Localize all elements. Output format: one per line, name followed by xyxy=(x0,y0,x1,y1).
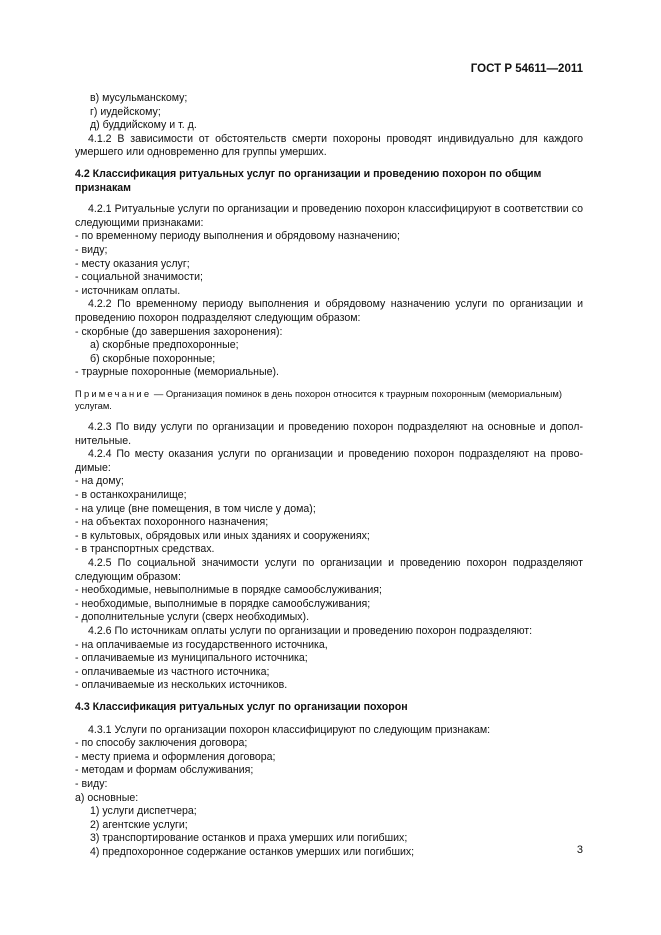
line-text: - социальной значимости; xyxy=(75,271,203,284)
line-text: - источникам оплаты. xyxy=(75,284,181,297)
list-item xyxy=(75,819,583,833)
list-item xyxy=(75,543,583,557)
line-text: - скорбные (до завершения захоронения): xyxy=(75,325,283,338)
line-text: 4.1.2 В зависимости от обстоятельств смерти похороны проводят индивидуально для каждого умершего или одновременно для группы умерших. xyxy=(75,132,583,159)
line-text: 2) агентские услуги; xyxy=(90,818,188,831)
note-paragraph xyxy=(75,388,583,413)
list-item xyxy=(75,832,583,846)
list-item xyxy=(75,271,583,285)
document-body xyxy=(75,92,583,859)
line-text: в) мусульманскому; xyxy=(90,92,188,104)
line-text: 3) транспортирование останков и праха умерших или погибших; xyxy=(90,832,408,845)
list-item xyxy=(75,503,583,517)
list-item xyxy=(75,92,583,106)
line-text: - оплачиваемые из частного источника; xyxy=(75,665,270,678)
clause-paragraph xyxy=(75,203,583,230)
line-text: 4.2.1 Ритуальные услуги по организации и проведению похорон классифицируют в соответствии со следующими признаками: xyxy=(75,203,583,229)
list-item xyxy=(75,119,583,133)
line-text: - необходимые, выполнимые в порядке самообслуживания; xyxy=(75,597,371,610)
line-text: - месту приема и оформления договора; xyxy=(75,750,276,763)
line-text: — Организация поминок в день похорон относится к траурным похоронным (мемориальным) услугам. xyxy=(75,387,562,412)
section-heading xyxy=(75,701,583,715)
line-text: д) буддийскому и т. д. xyxy=(90,119,197,132)
clause-paragraph xyxy=(75,557,583,584)
line-text: - в транспортных средствах. xyxy=(75,543,215,556)
list-item xyxy=(75,353,583,367)
note-label: Примечание xyxy=(75,387,152,399)
line-text: г) иудейскому; xyxy=(90,105,161,118)
list-item xyxy=(75,475,583,489)
line-text: - в культовых, обрядовых или иных зданиях и сооружениях; xyxy=(75,529,370,542)
clause-paragraph xyxy=(75,421,583,448)
list-item xyxy=(75,846,583,860)
list-item xyxy=(75,584,583,598)
list-item xyxy=(75,805,583,819)
list-item xyxy=(75,489,583,503)
document-header: ГОСТ Р 54611—2011 xyxy=(470,63,583,75)
list-item xyxy=(75,598,583,612)
list-item xyxy=(75,339,583,353)
line-text: - на улице (вне помещения, в том числе у дома); xyxy=(75,502,316,515)
clause-paragraph xyxy=(75,724,583,738)
line-text: 4.2.5 По социальной значимости услуги по организации и проведению похорон подразделяют следующим образом: xyxy=(75,557,583,583)
line-text: - на дому; xyxy=(75,475,124,488)
list-item xyxy=(75,737,583,751)
line-text: 4) предпохоронное содержание останков умерших или погибших; xyxy=(90,845,415,858)
line-text: - по способу заключения договора; xyxy=(75,737,248,750)
list-item xyxy=(75,652,583,666)
line-text: 4.2.3 По виду услуги по организации и проведению похорон подразделяют на основные и дополнительные. xyxy=(75,421,583,447)
clause-paragraph xyxy=(75,448,583,475)
line-text: - виду: xyxy=(75,777,108,790)
line-text: - необходимые, невыполнимые в порядке самообслуживания; xyxy=(75,584,382,597)
list-item xyxy=(75,792,583,806)
page-number: 3 xyxy=(576,844,583,856)
line-text: б) скорбные похоронные; xyxy=(90,352,216,365)
line-text: - оплачиваемые из нескольких источников. xyxy=(75,679,288,692)
line-text: - в останкохранилище; xyxy=(75,489,187,502)
list-item xyxy=(75,666,583,680)
line-text: - на оплачиваемые из государственного источника, xyxy=(75,638,328,651)
line-text: - дополнительные услуги (сверх необходимых). xyxy=(75,611,310,624)
clause-paragraph xyxy=(75,133,583,160)
line-text: - методам и формам обслуживания; xyxy=(75,764,254,777)
list-item xyxy=(75,751,583,765)
list-item xyxy=(75,326,583,340)
line-text: 4.2.2 По временному периоду выполнения и обрядовому назначению услуги по организации и проведению похорон подразделяют следующим образом: xyxy=(75,298,583,324)
list-item xyxy=(75,106,583,120)
line-text: - виду; xyxy=(75,243,108,256)
line-text: а) скорбные предпохоронные; xyxy=(90,339,239,352)
list-item xyxy=(75,530,583,544)
list-item xyxy=(75,285,583,299)
line-text: 4.3 Классификация ритуальных услуг по организации похорон xyxy=(75,700,408,713)
list-item xyxy=(75,778,583,792)
list-item xyxy=(75,366,583,380)
section-heading xyxy=(75,168,583,195)
line-text: - оплачиваемые из муниципального источника; xyxy=(75,652,308,665)
line-text: 1) услуги диспетчера; xyxy=(90,805,197,818)
line-text: - по временному периоду выполнения и обрядовому назначению; xyxy=(75,230,400,243)
line-text: - месту оказания услуг; xyxy=(75,257,190,270)
list-item xyxy=(75,611,583,625)
line-text: а) основные: xyxy=(75,791,139,804)
clause-paragraph xyxy=(75,625,583,639)
clause-paragraph xyxy=(75,298,583,325)
list-item xyxy=(75,639,583,653)
list-item xyxy=(75,679,583,693)
list-item xyxy=(75,764,583,778)
line-text: - траурные похоронные (мемориальные). xyxy=(75,366,279,379)
line-text: 4.3.1 Услуги по организации похорон классифицируют по следующим признакам: xyxy=(88,723,491,736)
line-text: 4.2.6 По источникам оплаты услуги по организации и проведению похорон подразделяют: xyxy=(88,624,533,637)
list-item xyxy=(75,516,583,530)
line-text: - на объектах похоронного назначения; xyxy=(75,516,269,529)
list-item xyxy=(75,244,583,258)
line-text: 4.2 Классификация ритуальных услуг по организации и проведению похорон по общим признакам xyxy=(75,167,542,194)
list-item xyxy=(75,230,583,244)
list-item xyxy=(75,258,583,272)
line-text: 4.2.4 По месту оказания услуги по организации и проведению похорон подразделяют на проводимые: xyxy=(75,448,583,474)
